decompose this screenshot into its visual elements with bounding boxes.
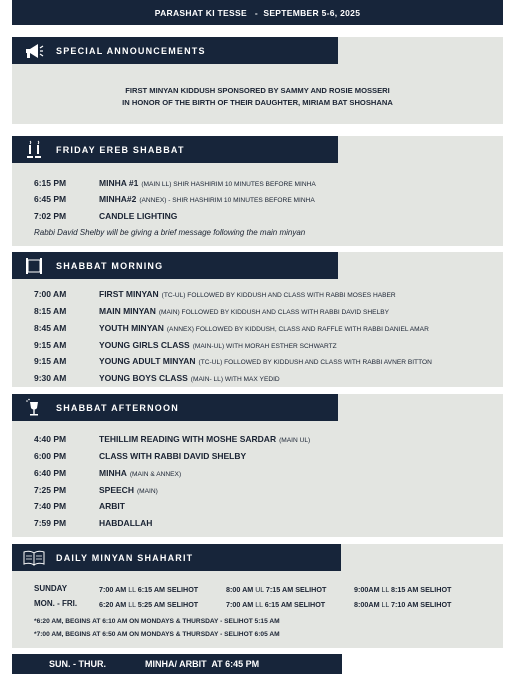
candles-icon (12, 136, 56, 163)
open-book-icon (12, 544, 56, 571)
slot-selihot: 6:15 AM SELIHOT (137, 585, 199, 594)
torah-scroll-icon (12, 252, 56, 279)
daily-slot (354, 600, 451, 609)
detail: (ANNEX) FOLLOWED BY KIDDUSH, CLASS AND RAFFLE WITH RABBI DANIEL AMAR (166, 326, 429, 333)
morning-row (34, 356, 432, 370)
slot-time: 7:00 AM (226, 600, 254, 609)
event: TEHILLIM READING WITH MOSHE SARDAR (99, 434, 277, 444)
detail: (TC-UL) FOLLOWED BY KIDDUSH AND CLASS WITH RABBI MOSES HABER (161, 292, 396, 299)
afternoon-row (34, 485, 158, 499)
time: 8:45 AM (34, 323, 67, 333)
event: CLASS WITH RABBI DAVID SHELBY (99, 451, 247, 461)
morning-panel (12, 252, 503, 387)
time: 6:00 PM (34, 451, 67, 461)
daily-slot (226, 585, 326, 594)
event: YOUNG ADULT MINYAN (99, 356, 196, 366)
announcements-title: SPECIAL ANNOUNCEMENTS (56, 45, 206, 56)
slot-selihot: 5:25 AM SELIHOT (137, 600, 199, 609)
slot-selihot: 8:15 AM SELIHOT (391, 585, 452, 594)
detail: (MAIN) FOLLOWED BY KIDDUSH AND CLASS WITH RABBI DAVID SHELBY (158, 309, 390, 316)
daily-title: DAILY MINYAN SHAHARIT (56, 552, 194, 563)
time: 7:40 PM (34, 501, 67, 511)
time: 9:15 AM (34, 356, 67, 366)
time: 4:40 PM (34, 434, 67, 444)
slot-time: 8:00AM (354, 600, 380, 609)
morning-row (34, 323, 429, 337)
event: ARBIT (99, 501, 125, 511)
slot-location: LL (381, 602, 390, 609)
event: MINHA (99, 468, 127, 478)
morning-title: SHABBAT MORNING (56, 260, 164, 271)
afternoon-title: SHABBAT AFTERNOON (56, 402, 179, 413)
daily-slot (99, 585, 198, 594)
event: FIRST MINYAN (99, 289, 159, 299)
morning-row (34, 289, 396, 303)
slot-selihot: 7:15 AM SELIHOT (265, 585, 327, 594)
announcements-header (12, 37, 338, 64)
footer-text: MINHA/ ARBIT AT 6:45 PM (145, 659, 260, 669)
detail: (MAIN & ANNEX) (129, 471, 182, 478)
footer-days: SUN. - THUR. (49, 659, 106, 669)
announcement-line-2: IN HONOR OF THE BIRTH OF THEIR DAUGHTER, MIRIAM BAT SHOSHANA (122, 98, 393, 107)
detail: (TC-UL) FOLLOWED BY KIDDUSH AND CLASS WITH RABBI AVNER BITTON (198, 359, 432, 366)
minha-arbit-bar (12, 654, 342, 674)
daily-panel (12, 544, 503, 648)
slot-time: 7:00 AM (99, 585, 127, 594)
daily-footnote: *7:00 AM, BEGINS AT 6:50 AM ON MONDAYS & THURSDAY - SELIHOT 6:05 AM (34, 631, 280, 638)
slot-location: UL (255, 587, 264, 594)
daily-day-label: MON. - FRI. (34, 599, 78, 608)
daily-slot (354, 585, 451, 594)
event: YOUNG BOYS CLASS (99, 373, 188, 383)
parasha-header (12, 0, 503, 25)
afternoon-panel (12, 394, 503, 537)
announcement-line-1: FIRST MINYAN KIDDUSH SPONSORED BY SAMMY AND ROSIE MOSSERI (125, 86, 390, 95)
time: 6:15 PM (34, 178, 67, 188)
event: MINHA #1 (99, 178, 139, 188)
daily-footnote: *6:20 AM, BEGINS AT 6:10 AM ON MONDAYS & THURSDAY - SELIHOT 5:15 AM (34, 618, 280, 625)
friday-row (34, 194, 315, 208)
daily-slot (226, 600, 325, 609)
event: MINHA#2 (99, 194, 137, 204)
time: 6:40 PM (34, 468, 67, 478)
afternoon-header (12, 394, 338, 421)
parasha-title: PARASHAT KI TESSE - SEPTEMBER 5-6, 2025 (154, 7, 361, 18)
morning-header (12, 252, 338, 279)
megaphone-icon (12, 37, 56, 64)
morning-row (34, 340, 337, 354)
time: 7:02 PM (34, 211, 67, 221)
time: 8:15 AM (34, 306, 67, 316)
afternoon-row (34, 468, 181, 482)
event: SPEECH (99, 485, 134, 495)
event: YOUNG GIRLS CLASS (99, 340, 190, 350)
friday-panel (12, 136, 503, 246)
slot-time: 9:00AM (354, 585, 380, 594)
time: 7:25 PM (34, 485, 67, 495)
friday-note: Rabbi David Shelby will be giving a brief message following the main minyan (34, 228, 306, 237)
detail: (MAIN- LL) WITH MAX YEDID (190, 376, 280, 383)
friday-row (34, 178, 316, 192)
daily-day-label: SUNDAY (34, 584, 68, 593)
detail: (MAIN UL) (279, 437, 311, 444)
afternoon-row (34, 451, 249, 465)
daily-header (12, 544, 341, 571)
event: HABDALLAH (99, 518, 153, 528)
afternoon-row (34, 434, 310, 448)
slot-location: LL (128, 602, 136, 609)
event: CANDLE LIGHTING (99, 211, 178, 221)
time: 9:30 AM (34, 373, 67, 383)
kiddush-cup-icon (12, 394, 56, 421)
morning-row (34, 306, 389, 320)
time: 9:15 AM (34, 340, 67, 350)
daily-slot (99, 600, 198, 609)
slot-location: LL (255, 602, 263, 609)
slot-selihot: 6:15 AM SELIHOT (264, 600, 326, 609)
friday-title: FRIDAY EREB SHABBAT (56, 144, 185, 155)
detail: (MAIN LL) SHIR HASHIRIM 10 MINUTES BEFORE MINHA (141, 181, 316, 188)
afternoon-row (34, 501, 128, 515)
slot-time: 6:20 AM (99, 600, 127, 609)
time: 6:45 PM (34, 194, 67, 204)
announcements-panel (12, 37, 503, 124)
time: 7:59 PM (34, 518, 67, 528)
friday-row (34, 211, 180, 225)
slot-time: 8:00 AM (226, 585, 254, 594)
event: YOUTH MINYAN (99, 323, 164, 333)
event: MAIN MINYAN (99, 306, 156, 316)
slot-location: LL (128, 587, 136, 594)
time: 7:00 AM (34, 289, 67, 299)
friday-header (12, 136, 338, 163)
detail: (MAIN) (136, 488, 158, 495)
detail: (ANNEX) - SHIR HASHIRIM 10 MINUTES BEFORE MINHA (139, 197, 315, 204)
morning-row (34, 373, 280, 387)
slot-selihot: 7:10 AM SELIHOT (391, 600, 452, 609)
afternoon-row (34, 518, 155, 532)
detail: (MAIN-UL) WITH MORAH ESTHER SCHWARTZ (192, 343, 337, 350)
slot-location: LL (381, 587, 390, 594)
